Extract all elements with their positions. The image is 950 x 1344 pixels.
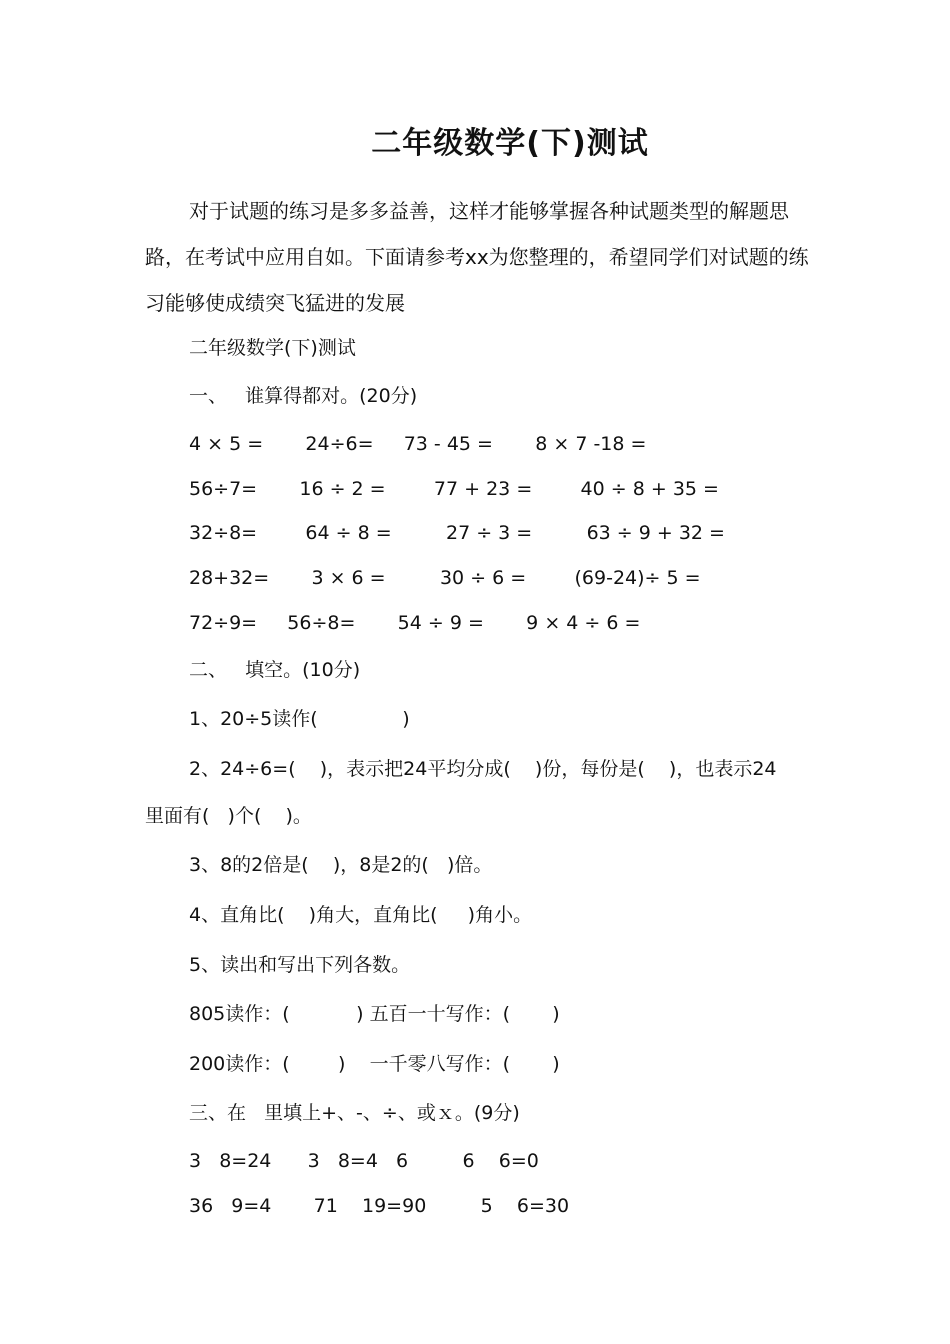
section1-row: 72÷9= 56÷8= 54 ÷ 9 = 9 × 4 ÷ 6 = [189, 612, 641, 634]
section1-row: 32÷8= 64 ÷ 8 = 27 ÷ 3 = 63 ÷ 9 + 32 = [189, 522, 725, 544]
intro-text: 对于试题的练习是多多益善，这样才能够掌握各种试题类型的解题思路，在考试中应用自如。下面请参考xx为您整理的，希望同学们对试题的练习能够使成绩突飞猛进的发展 [145, 199, 809, 315]
question-2: 2、24÷6=( )，表示把24平均分成( )份，每份是( )，也表示24 [189, 758, 777, 780]
subtitle: 二年级数学(下)测试 [189, 337, 356, 359]
question-5-b: 200读作：( ) 一千零八写作：( ) [189, 1053, 560, 1075]
question-5-a: 805读作：( ) 五百一十写作：( ) [189, 1003, 560, 1025]
section2-heading: 二、 填空。(10分) [189, 659, 361, 681]
section1-heading: 一、 谁算得都对。(20分) [189, 385, 418, 407]
question-1: 1、20÷5读作( ) [189, 708, 410, 730]
section1-row: 4 × 5 = 24÷6= 73 - 45 = 8 × 7 -18 = [189, 433, 647, 455]
question-2-continued: 里面有( )个( )。 [145, 805, 312, 827]
question-5: 5、读出和写出下列各数。 [189, 954, 411, 976]
section1-row: 28+32= 3 × 6 = 30 ÷ 6 = (69-24)÷ 5 = [189, 567, 701, 589]
question-4: 4、直角比( )角大，直角比( )角小。 [189, 904, 533, 926]
section3-heading: 三、在 里填上+、-、÷、或ｘ。(9分) [189, 1102, 520, 1124]
intro-paragraph [145, 188, 810, 326]
section1-row: 56÷7= 16 ÷ 2 = 77 + 23 = 40 ÷ 8 + 35 = [189, 478, 719, 500]
section3-row: 3 8=24 3 8=4 6 6 6=0 [189, 1150, 539, 1172]
page-title: 二年级数学(下)测试 [371, 126, 649, 161]
question-3: 3、8的2倍是( )，8是2的( )倍。 [189, 854, 493, 876]
section3-row: 36 9=4 71 19=90 5 6=30 [189, 1195, 570, 1217]
